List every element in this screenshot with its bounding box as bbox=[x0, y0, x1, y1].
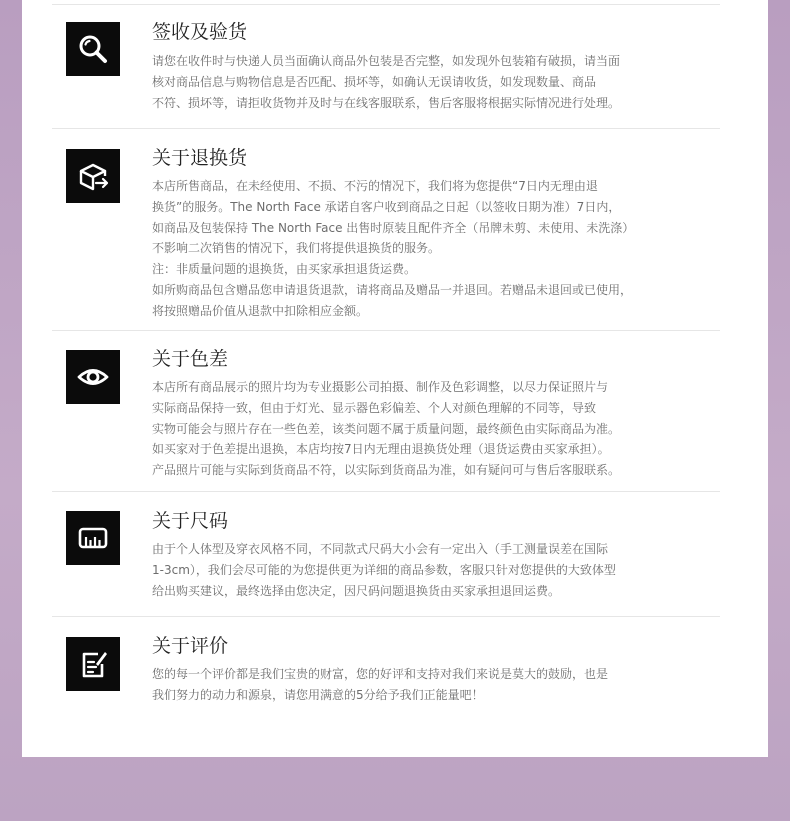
divider bbox=[52, 616, 720, 617]
body-line: 将按照赠品价值从退款中扣除相应金额。 bbox=[152, 303, 369, 318]
body-line: 核对商品信息与购物信息是否匹配、损坏等，如确认无误请收货，如发现数量、商品 bbox=[152, 74, 597, 89]
divider bbox=[52, 4, 720, 5]
body-line: 我们努力的动力和源泉，请您用满意的5分给予我们正能量吧！ bbox=[152, 687, 484, 702]
body-line: 请您在收件时与快递人员当面确认商品外包装是否完整，如发现外包装箱有破损，请当面 bbox=[152, 54, 621, 68]
body-line: 如商品及包装保持 The North Face 出售时原装且配件齐全（吊牌未剪、未使用、未洗涤） bbox=[152, 220, 635, 235]
section-body bbox=[152, 664, 718, 706]
divider bbox=[52, 330, 720, 331]
ruler-icon bbox=[66, 511, 120, 565]
return-box-icon bbox=[66, 149, 120, 203]
body-line: 本店所有商品展示的照片均为专业摄影公司拍摄、制作及色彩调整，以尽力保证照片与 bbox=[152, 380, 609, 394]
magnifier-icon bbox=[66, 22, 120, 76]
body-line: 由于个人体型及穿衣风格不同，不同款式尺码大小会有一定出入（手工测量误差在国际 bbox=[152, 542, 609, 556]
section-title: 关于尺码 bbox=[152, 510, 229, 532]
section-title: 关于退换货 bbox=[152, 147, 248, 169]
body-line: 注：非质量问题的退换货，由买家承担退货运费。 bbox=[152, 262, 417, 277]
body-line: 如买家对于色差提出退换，本店均按7日内无理由退换货处理（退货运费由买家承担）。 bbox=[152, 442, 610, 457]
body-line: 本店所售商品，在未经使用、不损、不污的情况下，我们将为您提供“7日内无理由退 bbox=[152, 179, 598, 193]
section-title: 关于评价 bbox=[152, 635, 229, 657]
body-line: 不影响二次销售的情况下，我们将提供退换货的服务。 bbox=[152, 241, 441, 256]
section-body bbox=[152, 176, 718, 322]
section-body bbox=[152, 51, 718, 113]
body-line: 不符、损坏等，请拒收货物并及时与在线客服联系，售后客服将根据实际情况进行处理。 bbox=[152, 95, 621, 110]
body-line: 换货”的服务。The North Face 承诺自客户收到商品之日起（以签收日期为准）7日内， bbox=[152, 199, 621, 214]
divider bbox=[52, 491, 720, 492]
section-title: 签收及验货 bbox=[152, 21, 248, 43]
section-title: 关于色差 bbox=[152, 348, 229, 370]
body-line: 您的每一个评价都是我们宝贵的财富，您的好评和支持对我们来说是莫大的鼓励，也是 bbox=[152, 667, 609, 681]
body-line: 如所购商品包含赠品您申请退货退款，请将商品及赠品一并退回。若赠品未退回或已使用， bbox=[152, 282, 633, 297]
section-body bbox=[152, 377, 718, 481]
body-line: 给出购买建议，最终选择由您决定，因尺码问题退换货由买家承担退回运费。 bbox=[152, 583, 561, 598]
body-line: 实际商品保持一致，但由于灯光、显示器色彩偏差、个人对颜色理解的不同等，导致 bbox=[152, 400, 597, 415]
body-line: 1-3cm），我们会尽可能的为您提供更为详细的商品参数，客服只针对您提供的大致体型 bbox=[152, 562, 616, 577]
body-line: 实物可能会与照片存在一些色差，该类问题不属于质量问题，最终颜色由实际商品为准。 bbox=[152, 421, 621, 436]
section-body bbox=[152, 539, 718, 601]
pen-paper-icon bbox=[66, 637, 120, 691]
eye-icon bbox=[66, 350, 120, 404]
body-line: 产品照片可能与实际到货商品不符，以实际到货商品为准，如有疑问可与售后客服联系。 bbox=[152, 463, 621, 478]
divider bbox=[52, 128, 720, 129]
